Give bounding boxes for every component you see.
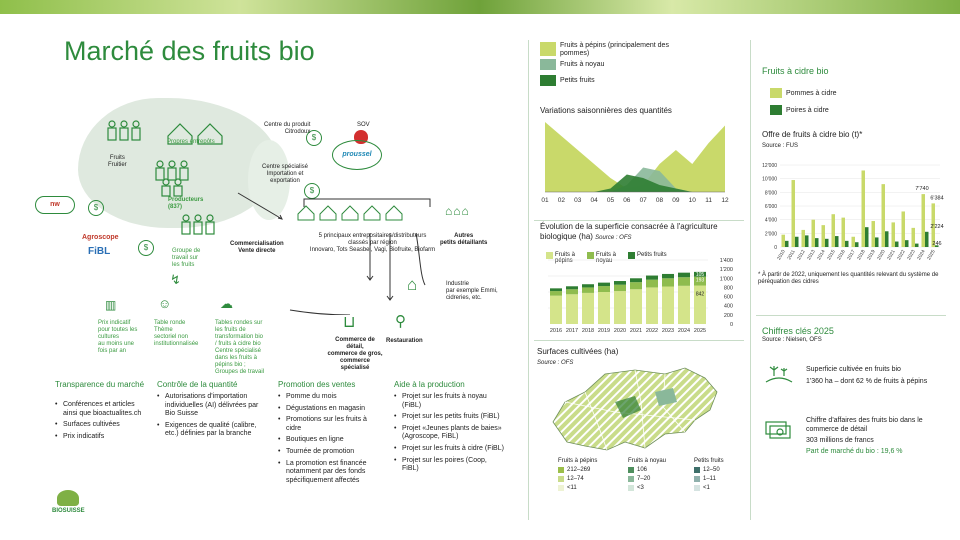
bar-2022-1 <box>646 287 658 324</box>
y-tick-label: 0 <box>729 322 733 328</box>
chart-icon: ▥ <box>105 298 117 312</box>
x-tick-label: 10 <box>688 197 696 204</box>
x-tick-label: 2021 <box>629 328 643 333</box>
x-tick-label: 09 <box>672 197 680 204</box>
bar-2014-2 <box>825 239 829 247</box>
bar-2018-1 <box>582 293 594 324</box>
data-label: 842 <box>695 291 705 298</box>
cider-chart-title: Offre de fruits à cidre bio (t)* <box>762 130 863 139</box>
legend-swatch <box>694 485 700 491</box>
legend-label: Petits fruits <box>637 252 667 258</box>
logo-agroscope: Agroscope <box>82 234 119 241</box>
bar-2023-3 <box>662 274 674 278</box>
bar-2024-1 <box>922 194 926 247</box>
bar-2023-2 <box>662 278 674 286</box>
column-heading: Contrôle de la quantité <box>157 380 238 389</box>
x-tick-label: 2017 <box>847 249 857 262</box>
divider <box>534 220 744 221</box>
x-tick-label: 11 <box>705 197 713 204</box>
map-legend-head: Fruits à pépins <box>558 458 598 464</box>
y-tick-label: 200 <box>723 312 733 319</box>
label-commerce: Commerce de détail, commerce de gros, commerce spécialisé <box>327 337 383 371</box>
bar-2011-2 <box>795 237 799 247</box>
bar-2022-2 <box>646 280 658 288</box>
y-tick-label: 8'000 <box>764 190 777 197</box>
biosuisse-bud-icon <box>57 490 79 506</box>
bar-2018-2 <box>582 287 594 292</box>
kf2-value: 303 millions de francs <box>806 437 874 444</box>
kf1-title: Superficie cultivée en fruits bio <box>806 366 901 373</box>
bar-2020-3 <box>614 281 626 285</box>
legend-label: Fruits à noyau <box>560 61 605 68</box>
logo-nw: nw <box>35 196 75 214</box>
legend-swatch <box>628 485 634 491</box>
bar-2021-3 <box>630 278 642 282</box>
list-item: • La promotion est financée notamment par des fonds spécifiquement affectés <box>278 460 383 486</box>
bar-2023-2 <box>915 244 919 247</box>
x-tick-label: 2013 <box>807 249 817 262</box>
bar-2021-1 <box>892 222 896 247</box>
data-label: 7'740 <box>915 186 929 193</box>
legend-swatch <box>628 476 634 482</box>
y-tick-label: 4'000 <box>764 217 777 224</box>
seasonal-title: Variations saisonnières des quantités <box>540 106 672 115</box>
list-item: • Projet sur les fruits à noyau (FiBL) <box>394 393 504 410</box>
x-tick-label: 2019 <box>597 328 611 333</box>
data-label: 105 <box>695 271 705 278</box>
bar-2020-2 <box>885 231 889 247</box>
map-legend-column <box>558 458 610 492</box>
x-tick-label: 2020 <box>877 249 887 262</box>
bar-2021-1 <box>630 289 642 324</box>
label-sov: SOV <box>357 122 370 128</box>
column-controle <box>157 380 267 442</box>
y-tick-label: 10'000 <box>762 176 777 183</box>
y-tick-label: 1'200 <box>719 267 733 274</box>
bar-2016-1 <box>842 218 846 247</box>
x-tick-label: 2010 <box>777 249 787 262</box>
bar-2024-1 <box>678 286 690 324</box>
map-legend-value: 12–50 <box>703 467 720 473</box>
divider <box>750 40 751 520</box>
divider <box>528 40 529 520</box>
area-chart <box>540 248 740 333</box>
label-restauration: Restauration <box>386 338 423 344</box>
bar-2017-2 <box>855 242 859 247</box>
legend-swatch <box>694 467 700 473</box>
kf2-share: Part de marché du bio : 19,6 % <box>806 448 903 455</box>
divider <box>534 340 744 341</box>
map-legend-value: 12–74 <box>567 476 584 482</box>
bar-2023-1 <box>662 287 674 324</box>
seasonal-chart <box>540 120 740 205</box>
x-tick-label: 04 <box>590 197 598 204</box>
map-legend-head: Petits fruits <box>694 458 724 464</box>
people-icon: ☺ <box>158 296 172 311</box>
x-tick-label: 2025 <box>693 328 707 333</box>
legend-swatch <box>540 75 556 86</box>
bar-2018-3 <box>582 284 594 287</box>
map-legend-value: 1–11 <box>703 476 716 482</box>
kf2-title: Chiffre d'affaires des fruits bio dans le commerce de détail <box>806 417 923 433</box>
cider-footnote: * À partir de 2022, uniquement les quantités relevant du système de péréquation des cidres <box>758 272 939 285</box>
list-item: • Projet sur les poires (Coop, FiBL) <box>394 457 504 474</box>
area-chart-title-text: Évolution de la superficie consacrée à l'agriculture biologique (ha) <box>540 222 718 241</box>
x-tick-label: 2023 <box>907 249 917 262</box>
column-transparence <box>55 380 145 444</box>
x-tick-label: 2012 <box>797 249 807 262</box>
key-figures-source: Source : Nielsen, OFS <box>762 337 822 343</box>
legend-swatch <box>540 42 556 56</box>
column-aide-production <box>394 380 504 477</box>
list-item: • Surfaces cultivées <box>55 421 145 430</box>
legend-swatch <box>770 105 782 115</box>
list-item: • Dégustations en magasin <box>278 405 383 414</box>
bar-2019-3 <box>598 283 610 286</box>
map-legend <box>558 458 734 492</box>
bar-2012-1 <box>802 230 806 247</box>
x-tick-label: 05 <box>606 197 615 204</box>
legend-label: Fruits à pépins <box>555 252 576 264</box>
bar-2021-2 <box>895 242 899 247</box>
legend-swatch <box>628 467 634 473</box>
x-tick-label: 02 <box>557 197 565 204</box>
map-legend-value: <11 <box>567 485 577 491</box>
bar-2015-1 <box>832 214 836 247</box>
x-tick-label: 2015 <box>827 249 837 262</box>
x-tick-label: 07 <box>639 197 647 204</box>
logo-fibl: FiBL <box>88 246 111 257</box>
list-item: • Prix indicatifs <box>55 433 145 442</box>
money-bag-icon: $ <box>88 200 104 216</box>
map-legend-value: <3 <box>637 485 644 491</box>
bar-2019-2 <box>875 237 879 247</box>
seasonal-legend <box>540 42 680 86</box>
legend-swatch <box>558 467 564 473</box>
bar-2018-2 <box>865 227 869 247</box>
x-tick-label: 2014 <box>817 249 827 262</box>
money-icon <box>764 418 794 440</box>
list-item: • Projet sur les fruits à cidre (FiBL) <box>394 445 504 454</box>
bar-2017-1 <box>852 237 856 247</box>
bar-2010-2 <box>785 241 789 247</box>
label-table-ronde: Table ronde Thème sectoriel non institutionnalisée <box>154 320 199 347</box>
bar-2022-1 <box>902 211 906 247</box>
label-centre-produit: Centre du produit Citrodoux <box>264 122 311 135</box>
x-tick-label: 03 <box>574 197 582 204</box>
y-tick-label: 0 <box>774 245 777 251</box>
list-item: • Boutiques en ligne <box>278 436 383 445</box>
logo-citrus: proussel <box>332 140 382 170</box>
bar-2017-3 <box>566 286 578 289</box>
x-tick-label: 2023 <box>661 328 675 333</box>
legend-swatch <box>694 476 700 482</box>
y-tick-label: 12'000 <box>762 163 777 169</box>
legend-swatch <box>770 88 782 98</box>
area-chart-source: Source : OFS <box>595 235 632 241</box>
bar-2022-2 <box>905 240 909 247</box>
y-tick-label: 1'400 <box>719 258 733 264</box>
label-industrie: Industrie par exemple Emmi, cidreries, etc. <box>446 281 498 301</box>
label-prix-indicatif: Prix indicatif pour toutes les cultures au moins une fois par an <box>98 320 138 354</box>
map-legend-column <box>628 458 676 492</box>
page-title: Marché des fruits bio <box>64 36 315 66</box>
label-commercialisation: Commercialisation Vente directe <box>230 241 284 254</box>
list-item: • Tournée de promotion <box>278 448 383 457</box>
cutlery-icon: ⚲ <box>395 313 406 330</box>
x-tick-label: 2011 <box>787 249 797 261</box>
x-tick-label: 2016 <box>837 249 847 262</box>
column-heading: Transparence du marché <box>55 380 145 389</box>
bar-2011-1 <box>792 180 796 247</box>
map-legend-value: <1 <box>703 485 710 491</box>
bar-2013-1 <box>812 220 816 247</box>
money-bag-icon: $ <box>306 130 322 146</box>
bar-2023-1 <box>912 228 916 247</box>
x-tick-label: 2019 <box>867 249 877 262</box>
list-item: • Projet sur les petits fruits (FiBL) <box>394 413 504 422</box>
legend-label: Poires à cidre <box>786 106 829 114</box>
y-tick-label: 800 <box>723 285 733 292</box>
area-chart-title <box>540 222 730 243</box>
legend-swatch <box>558 476 564 482</box>
label-fruits: Fruits Fruitier <box>108 155 127 168</box>
label-centre-specialise: Centre spécialisé Importation et exportation <box>262 164 309 184</box>
bar-2020-1 <box>882 184 886 247</box>
map-title: Surfaces cultivées (ha) <box>537 347 619 356</box>
list-item: • Exigences de qualité (calibre, etc.) définies par la branche <box>157 422 267 439</box>
list-item: • Promotions sur les fruits à cidre <box>278 416 383 433</box>
x-tick-label: 2017 <box>565 328 579 333</box>
y-tick-label: 400 <box>723 303 733 310</box>
label-producteurs: Producteurs (837) <box>168 197 204 210</box>
bar-2016-2 <box>845 241 849 247</box>
bar-2016-3 <box>550 288 562 291</box>
divider <box>756 315 946 316</box>
cider-source: Source : FUS <box>762 143 799 149</box>
y-tick-label: 6'000 <box>764 204 777 210</box>
x-tick-label: 2024 <box>677 328 691 333</box>
data-label: 246 <box>932 241 942 247</box>
x-tick-label: 12 <box>721 197 729 204</box>
factory-icon: ⌂ <box>407 275 418 294</box>
x-tick-label: 2016 <box>549 328 563 333</box>
chat-icon: ☁ <box>220 296 233 311</box>
bar-2012-2 <box>805 235 809 247</box>
bar-2019-1 <box>872 221 876 247</box>
legend-swatch <box>558 485 564 491</box>
x-tick-label: 2025 <box>927 249 937 262</box>
bar-2014-1 <box>822 225 826 247</box>
legend-label: Pommes à cidre <box>786 89 837 97</box>
basket-icon: ⊔ <box>343 314 356 331</box>
y-tick-label: 2'000 <box>764 231 777 238</box>
data-label: 6'384 <box>930 195 944 202</box>
bar-2010-1 <box>782 235 786 247</box>
key-figures-heading: Chiffres clés 2025 <box>762 326 834 336</box>
switzerland-map <box>545 362 725 457</box>
x-tick-label: 2024 <box>917 249 927 262</box>
x-tick-label: 06 <box>623 197 631 204</box>
money-bag-icon: $ <box>304 183 320 199</box>
warehouse-icons <box>296 200 436 222</box>
plant-rows-icon <box>764 362 794 386</box>
bar-2016-1 <box>550 296 562 324</box>
list-item: • Autorisations d'importation individuelles (AI) délivrées par Bio Suisse <box>157 393 267 419</box>
label-entrepositaires: 5 principaux entrepositaires/distributeurs classés par région Innovaro, Tots Seasbel, Vagi, Biofruite, Biofarm <box>309 233 436 253</box>
data-label: 2'224 <box>930 223 944 230</box>
x-tick-label: 2020 <box>613 328 627 333</box>
x-tick-label: 2022 <box>897 249 907 262</box>
map-legend-head: Fruits à noyau <box>628 458 667 464</box>
cider-chart <box>758 155 948 270</box>
legend-swatch <box>540 59 556 70</box>
legend-label: Petits fruits <box>560 77 595 84</box>
column-heading: Promotion des ventes <box>278 380 356 389</box>
map-legend-value: 212–269 <box>567 467 591 473</box>
column-heading: Aide à la production <box>394 380 465 389</box>
bar-2017-2 <box>566 289 578 294</box>
money-bag-icon: $ <box>138 240 154 256</box>
bar-2024-2 <box>678 277 690 286</box>
map-source: Source : OFS <box>537 360 574 366</box>
list-item: • Pomme du mois <box>278 393 383 402</box>
label-propres-entrepots: Propres entrepôts <box>167 139 215 145</box>
bar-2019-1 <box>598 292 610 324</box>
bar-2020-2 <box>614 285 626 291</box>
x-tick-label: 2021 <box>887 249 897 262</box>
label-tables-rondes: Tables rondes sur les fruits de transformation bio / fruits à cidre bio Centre spécialisé dans les fruits à pépins bio ; Groupes de travail <box>215 320 265 375</box>
bar-2021-2 <box>630 282 642 289</box>
x-tick-label: 2018 <box>581 328 595 333</box>
header-band <box>0 0 960 14</box>
bar-2024-3 <box>678 273 690 278</box>
label-autres-detaillants: Autres petits détaillants <box>440 233 488 246</box>
column-promotion <box>278 380 383 488</box>
bar-2013-2 <box>815 238 819 247</box>
bar-2016-2 <box>550 291 562 296</box>
bar-2022-3 <box>646 276 658 280</box>
x-tick-label: 01 <box>541 197 549 204</box>
x-tick-label: 2022 <box>645 328 659 333</box>
shops-icon: ⌂⌂⌂ <box>445 204 470 218</box>
bar-2017-1 <box>566 294 578 324</box>
bar-2024-2 <box>925 232 929 247</box>
map-legend-value: 7–20 <box>637 476 651 482</box>
y-tick-label: 600 <box>723 294 733 301</box>
cider-legend <box>770 88 837 115</box>
kf1-value: 1'360 ha – dont 62 % de fruits à pépins <box>806 378 928 385</box>
logo-biosuisse: BIOSUISSE <box>52 508 85 514</box>
x-tick-label: 2018 <box>857 249 867 262</box>
label-groupe-travail: Groupe de travail sur les fruits <box>172 248 201 268</box>
legend-label: Fruits à pépins (principalement des pommes) <box>560 42 669 57</box>
handshake-icon: ↯ <box>170 272 181 287</box>
data-label: 193 <box>695 277 705 284</box>
map-legend-column <box>694 458 734 492</box>
bar-2020-1 <box>614 291 626 324</box>
map-legend-value: 106 <box>637 467 648 473</box>
bar-2019-2 <box>598 286 610 292</box>
legend-label: Fruits à noyau <box>596 252 617 264</box>
bar-2015-2 <box>835 236 839 247</box>
y-tick-label: 1'000 <box>719 276 733 283</box>
cider-heading: Fruits à cidre bio <box>762 66 829 76</box>
list-item: • Projet «Jeunes plants de baies» (Agroscope, FiBL) <box>394 425 504 442</box>
bar-2018-1 <box>862 170 866 247</box>
list-item: • Conférences et articles ainsi que bioactualites.ch <box>55 401 145 418</box>
x-tick-label: 08 <box>655 197 664 204</box>
